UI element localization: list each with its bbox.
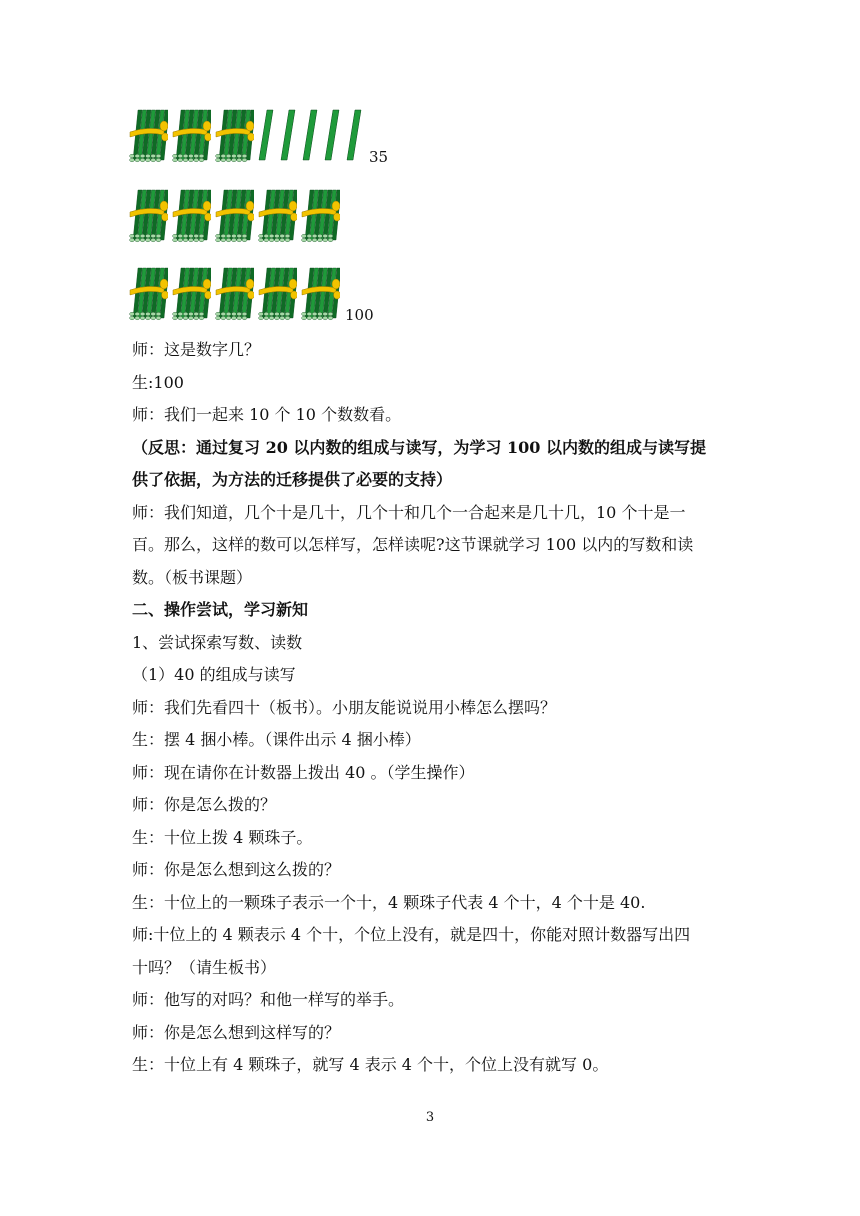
stick-row — [128, 104, 388, 164]
stick-bundle-icon — [171, 108, 211, 164]
stick-bundle-icon — [171, 266, 211, 322]
paragraph-line: 师：你是怎么想到这样写的？ — [132, 1022, 341, 1042]
paragraph-line: 生：十位上有 4 颗珠子，就写 4 表示 4 个十，个位上没有就写 0。 — [132, 1055, 609, 1074]
paragraph-line: 生：十位上拨 4 颗珠子。 — [132, 827, 313, 847]
paragraph-line: 生：摆 4 捆小棒。（课件出示 4 捆小棒） — [132, 730, 421, 749]
paragraph-line: 师：他写的对吗？和他一样写的举手。 — [132, 990, 405, 1009]
stick-bundle-icon — [214, 188, 254, 244]
single-stick-icon — [345, 108, 363, 164]
stick-bundle-icon — [257, 266, 297, 322]
stick-bundle-icon — [128, 266, 168, 322]
stick-bundle-icon — [257, 188, 297, 244]
paragraph-line: 百。那么，这样的数可以怎样写，怎样读呢?这节课就学习 100 以内的写数和读 — [132, 535, 694, 554]
paragraph-line: （1）40 的组成与读写 — [132, 665, 296, 684]
stick-bundle-icon — [300, 266, 340, 322]
paragraph-line: 1、尝试探索写数、读数 — [132, 632, 303, 652]
paragraph-line: 师：你是怎么想到这么拨的？ — [132, 860, 341, 879]
stick-row — [128, 262, 374, 322]
stick-bundle-icon — [171, 188, 211, 244]
stick-count-label: 100 — [345, 306, 374, 324]
stick-bundle-icon — [300, 188, 340, 244]
paragraph-line: 生：十位上的一颗珠子表示一个十，4 颗珠子代表 4 个十，4 个十是 40. — [132, 892, 646, 912]
stick-bundle-icon — [214, 108, 254, 164]
page-number: 3 — [425, 1110, 435, 1125]
paragraph-line: 十吗？（请生板书） — [132, 957, 277, 977]
paragraph-line: 师:十位上的 4 颗表示 4 个十，个位上没有，就是四十，你能对照计数器写出四 — [132, 925, 691, 944]
paragraph-line: 师：我们先看四十（板书）。小朋友能说说用小棒怎么摆吗？ — [132, 697, 557, 717]
lesson-text — [132, 334, 732, 1082]
paragraph-line: 师：现在请你在计数器上拨出 40 。（学生操作） — [132, 762, 475, 782]
bold-paragraph-line: （反思：通过复习 20 以内数的组成与读写，为学习 100 以内数的组成与读写提 — [132, 437, 706, 457]
paragraph-line: 数。（板书课题） — [132, 567, 253, 587]
single-stick-icon — [279, 108, 297, 164]
bold-paragraph-line: 供了依据，为方法的迁移提供了必要的支持） — [132, 470, 453, 489]
single-stick-icon — [323, 108, 341, 164]
paragraph-line: 师：这是数字几？ — [132, 340, 261, 359]
stick-bundle-icon — [214, 266, 254, 322]
stick-bundle-icon — [128, 108, 168, 164]
single-stick-icon — [301, 108, 319, 164]
stick-row — [128, 184, 343, 244]
paragraph-line: 师：你是怎么拨的？ — [132, 795, 277, 814]
paragraph-line: 师：我们一起来 10 个 10 个数数看。 — [132, 405, 402, 424]
single-stick-icon — [257, 108, 275, 164]
paragraph-line: 生:100 — [132, 372, 184, 392]
paragraph-line: 师：我们知道，几个十是几十，几个十和几个一合起来是几十几，10 个十是一 — [132, 502, 686, 522]
stick-count-label: 35 — [369, 148, 389, 166]
bold-paragraph-line: 二、操作尝试，学习新知 — [132, 600, 309, 619]
stick-bundle-icon — [128, 188, 168, 244]
